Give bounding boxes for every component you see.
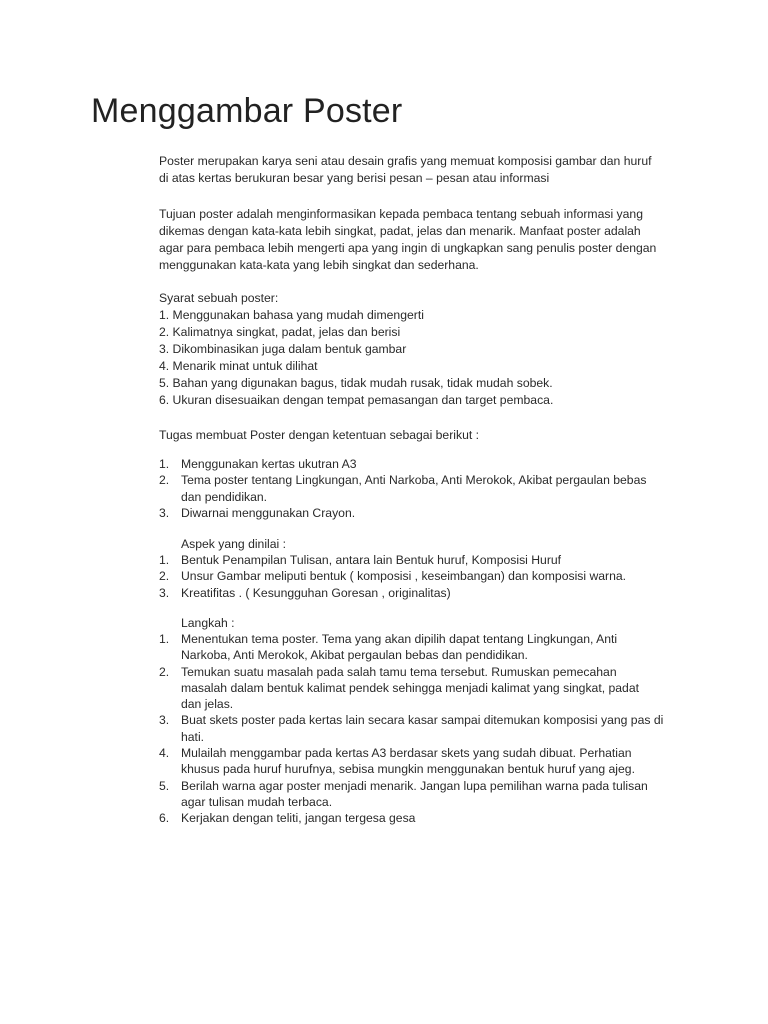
list-number: 5. — [159, 778, 170, 793]
steps-heading: Langkah : — [181, 616, 235, 630]
intro-paragraph — [159, 153, 689, 187]
list-item-text: Narkoba, Anti Merokok, Akibat pergaulan bebas dan pendidikan. — [181, 648, 528, 663]
requirement-item: 3. Dikombinasikan juga dalam bentuk gambar — [159, 342, 407, 356]
list-number: 2. — [159, 569, 170, 584]
list-number: 6. — [159, 811, 170, 826]
assessment-heading: Aspek yang dinilai : — [181, 537, 287, 551]
requirements-section — [159, 290, 689, 409]
text-line: agar para pembaca lebih mengerti apa yang ingin di ungkapkan sang penulis poster dengan — [159, 241, 657, 255]
page-title: Menggambar Poster — [91, 92, 403, 130]
list-number: 1. — [159, 457, 170, 471]
list-item-text: Unsur Gambar meliputi bentuk ( komposisi , keseimbangan) dan komposisi warna. — [181, 569, 627, 584]
list-number: 1. — [159, 553, 170, 567]
list-item — [159, 472, 699, 505]
requirement-item: 2. Kalimatnya singkat, padat, jelas dan berisi — [159, 325, 401, 339]
list-number: 1. — [159, 632, 170, 646]
requirements-heading: Syarat sebuah poster: — [159, 291, 279, 305]
requirement-item: 6. Ukuran disesuaikan dengan tempat pemasangan dan target pembaca. — [159, 393, 554, 407]
list-item — [159, 585, 699, 601]
list-item-text: khusus pada huruf hurufnya, sebisa mungkin menggunakan bentuk huruf yang ajeg. — [181, 762, 635, 777]
list-item — [159, 810, 699, 826]
list-number: 2. — [159, 473, 170, 488]
list-item-text: Diwarnai menggunakan Crayon. — [181, 505, 356, 520]
text-line: menggunakan kata-kata yang lebih singkat dan sederhana. — [159, 258, 479, 272]
list-item-text: Bentuk Penampilan Tulisan, antara lain Bentuk huruf, Komposisi Huruf — [181, 553, 562, 567]
list-item-text: masalah dalam bentuk kalimat pendek sehingga menjadi kalimat yang singkat, padat — [181, 680, 639, 695]
list-item-text: Mulailah menggambar pada kertas A3 berdasar skets yang sudah dibuat. Perhatian — [181, 746, 632, 761]
list-item-text: Kerjakan dengan teliti, jangan tergesa gesa — [181, 811, 416, 826]
steps-list — [159, 631, 699, 827]
purpose-paragraph — [159, 206, 689, 274]
list-number: 4. — [159, 746, 170, 761]
text-line: dikemas dengan kata-kata lebih singkat, padat, jelas dan menarik. Manfaat poster adalah — [159, 224, 641, 238]
list-item — [159, 505, 699, 521]
list-item-text: Buat skets poster pada kertas lain secara kasar sampai ditemukan komposisi yang pas di — [181, 713, 664, 728]
list-item — [159, 778, 699, 811]
assessment-list — [159, 552, 699, 601]
requirement-item: 1. Menggunakan bahasa yang mudah dimengerti — [159, 308, 424, 322]
list-item-text: dan pendidikan. — [181, 489, 268, 504]
list-item-text: Kreatifitas . ( Kesungguhan Goresan , originalitas) — [181, 585, 451, 600]
list-number: 3. — [159, 713, 170, 728]
assignment-list — [159, 456, 699, 521]
list-item-text: Temukan suatu masalah pada salah tamu tema tersebut. Rumuskan pemecahan — [181, 664, 617, 679]
list-item — [159, 664, 699, 713]
list-item-text: Menentukan tema poster. Tema yang akan dipilih dapat tentang Lingkungan, Anti — [181, 632, 618, 646]
list-item — [159, 745, 699, 778]
list-item — [159, 568, 699, 584]
requirement-item: 5. Bahan yang digunakan bagus, tidak mudah rusak, tidak mudah sobek. — [159, 376, 553, 390]
list-item-text: hati. — [181, 729, 205, 744]
text-line: di atas kertas berukuran besar yang berisi pesan – pesan atau informasi — [159, 171, 550, 185]
list-item-text: Menggunakan kertas ukutran A3 — [181, 457, 357, 471]
text-line: Tujuan poster adalah menginformasikan kepada pembaca tentang sebuah informasi yang — [159, 207, 643, 221]
requirement-item: 4. Menarik minat untuk dilihat — [159, 359, 318, 373]
text-line: Tugas membuat Poster dengan ketentuan sebagai berikut : — [159, 428, 480, 442]
list-number: 3. — [159, 505, 170, 520]
list-item-text: agar tulisan mudah terbaca. — [181, 794, 333, 809]
list-item — [159, 456, 699, 472]
list-item — [159, 631, 699, 664]
list-item-text: Berilah warna agar poster menjadi menarik. Jangan lupa pemilihan warna pada tulisan — [181, 778, 648, 793]
list-item — [159, 552, 699, 568]
list-item-text: dan jelas. — [181, 697, 234, 712]
assignment-intro — [159, 427, 689, 444]
text-line: Poster merupakan karya seni atau desain grafis yang memuat komposisi gambar dan huruf — [159, 154, 652, 168]
list-item — [159, 712, 699, 745]
list-item-text: Tema poster tentang Lingkungan, Anti Narkoba, Anti Merokok, Akibat pergaulan bebas — [181, 473, 647, 488]
list-number: 2. — [159, 664, 170, 679]
list-number: 3. — [159, 585, 170, 600]
